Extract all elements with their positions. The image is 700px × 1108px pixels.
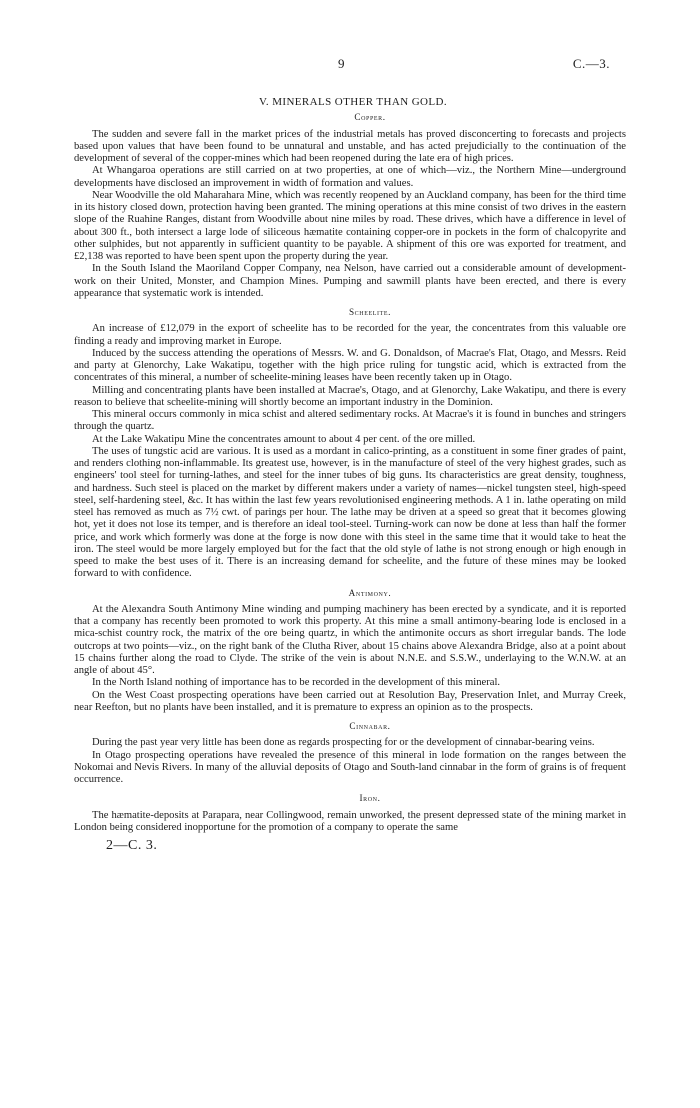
paragraph: Near Woodville the old Maharahara Mine, which was recently reopened by an Auckland company, has been for the third time in its history closed down, protection having been granted. The mining operations at this mine consist of two drives in the eastern slope of the Ruahine Ranges, distant from Woodville about nine miles by road. These drives, which have a difference in level of about 300 ft., both intersect a large lode of siliceous hæmatite containing copper-ore in pockets in the form of chalcopyrite and other sulphides, but not apparently in sufficient quantity to be payable. A shipment of this ore was exported for treatment, and £2,138 was reported to have been spent upon the property during the year. — [74, 189, 626, 262]
paragraph: At Whangaroa operations are still carried on at two properties, at one of which—viz., the Northern Mine—underground developments have disclosed an improvement in width of formation and values. — [74, 165, 626, 189]
paragraph: An increase of £12,079 in the export of scheelite has to be recorded for the year, the concentrates from this valuable ore finding a ready and improving market in Europe. — [74, 323, 626, 347]
paragraph: In Otago prospecting operations have revealed the presence of this mineral in lode formation on the ranges between the Nokomai and Nevis Rivers. In many of the alluvial deposits of Otago and South-land cinnabar in the form of grains is of frequent occurrence. — [74, 749, 626, 785]
paragraph: This mineral occurs commonly in mica schist and altered sedimentary rocks. At Macrae's it is found in bunches and stringers through the quartz. — [74, 409, 626, 433]
document-code: C.—3. — [572, 56, 610, 71]
signature-mark: 2—C. 3. — [106, 838, 158, 853]
paragraph: The sudden and severe fall in the market prices of the industrial metals has proved disconcerting to forecasts and projects based upon values that have been found to be unnatural and unstable, and has acted prejudicially to the continuation of the development of several of the copper-mines which had been reopened during the late era of high prices. — [74, 128, 626, 164]
paragraph: During the past year very little has been done as regards prospecting for or the development of cinnabar-bearing veins. — [92, 737, 595, 749]
paragraph: The hæmatite-deposits at Parapara, near Collingwood, remain unworked, the present depressed state of the mining market in London being considered inopportune for the promotion of a company to operate the same — [74, 809, 626, 833]
chapter-title: V. MINERALS OTHER THAN GOLD. — [258, 96, 448, 108]
paragraph: At the Alexandra South Antimony Mine winding and pumping machinery has been erected by a syndicate, and it is reported that a company has recently been promoted to work this property. At this mine a small antimony-bearing lode is enclosed in a mica-schist country rock, the matrix of the ore being quartz, in which the antimonite occurs as short irregular bands. The lode outcrops at two points—viz., on the right bank of the Clutha River, about 15 chains above Alexandra Bridge, also at a point about 15 chains further along the road to Clyde. The strike of the vein is about N.N.E. and S.S.W., underlaying to the W.N.W. at an angle of about 45°. — [74, 603, 626, 676]
paragraph: On the West Coast prospecting operations have been carried out at Resolution Bay, Preservation Inlet, and Murray Creek, near Reefton, but no plants have been installed, and it is premature to express an opinion as to the prospects. — [74, 689, 626, 713]
page-body — [74, 96, 626, 852]
section-heading-scheelite: Scheelite. — [348, 307, 392, 317]
paragraph: In the North Island nothing of importance has to be recorded in the development of this mineral. — [92, 677, 501, 689]
page-header — [0, 56, 700, 76]
section-heading-copper: Copper. — [354, 112, 386, 123]
paragraph: Milling and concentrating plants have been installed at Macrae's, Otago, and at Glenorchy, Lake Wakatipu, and there is every reason to believe that scheelite-mining will shortly become an important industry in the Dominion. — [74, 384, 626, 408]
page-number: 9 — [338, 56, 345, 71]
paragraph: The uses of tungstic acid are various. It is used as a mordant in calico-printing, as a constituent in some finer grades of paint, and renders clothing non-inflammable. Its greatest use, however, is in the manufacture of steel of the very highest grades, such as engineers' tool steel for turning-lathes, and steel for the inner tubes of big guns. Its characteristics are great density, toughness, and hardness. Such steel is placed on the market by different makers under a variety of names—nickel tungsten steel, high-speed steel, self-hardening steel, &c. It has within the last few years revolutionised engineering methods. A 1 in. lathe operating on mild steel has removed as much as 7½ cwt. of parings per hour. The lathe may be driven at a speed so great that it becomes glowing hot, yet it does not lose its temper, and is therefore an ideal tool-steel. Turning-work can now be done at less than half the former price, and work which formerly was done at the forge is now done with this steel in the same time that it would take to heat the iron. The steel would be more largely employed but for the fact that the old style of lathe is not strong enough or high enough in speed to make the best uses of it. There is an increasing demand for scheelite, and the future of these mines may be looked forward to with confidence. — [74, 445, 626, 580]
paragraph: At the Lake Wakatipu Mine the concentrates amount to about 4 per cent. of the ore milled. — [92, 433, 476, 445]
section-heading-cinnabar: Cinnabar. — [349, 721, 391, 731]
section-heading-iron: Iron. — [359, 793, 381, 804]
section-heading-antimony: Antimony. — [348, 587, 392, 598]
paragraph: In the South Island the Maoriland Copper Company, nea Nelson, have carried out a considerable amount of development-work on their United, Monster, and Champion Mines. Pumping and sawmill plants have been erected, and there is every appearance that systematic work is intended. — [74, 263, 626, 299]
paragraph: Induced by the success attending the operations of Messrs. W. and G. Donaldson, of Macrae's Flat, Otago, and Messrs. Reid and party at Glenorchy, Lake Wakatipu, together with the high price ruling for tungstic acid, which is extracted from the concentrates of this mineral, a number of scheelite-mining leases have been recently taken up in Otago. — [74, 347, 626, 384]
